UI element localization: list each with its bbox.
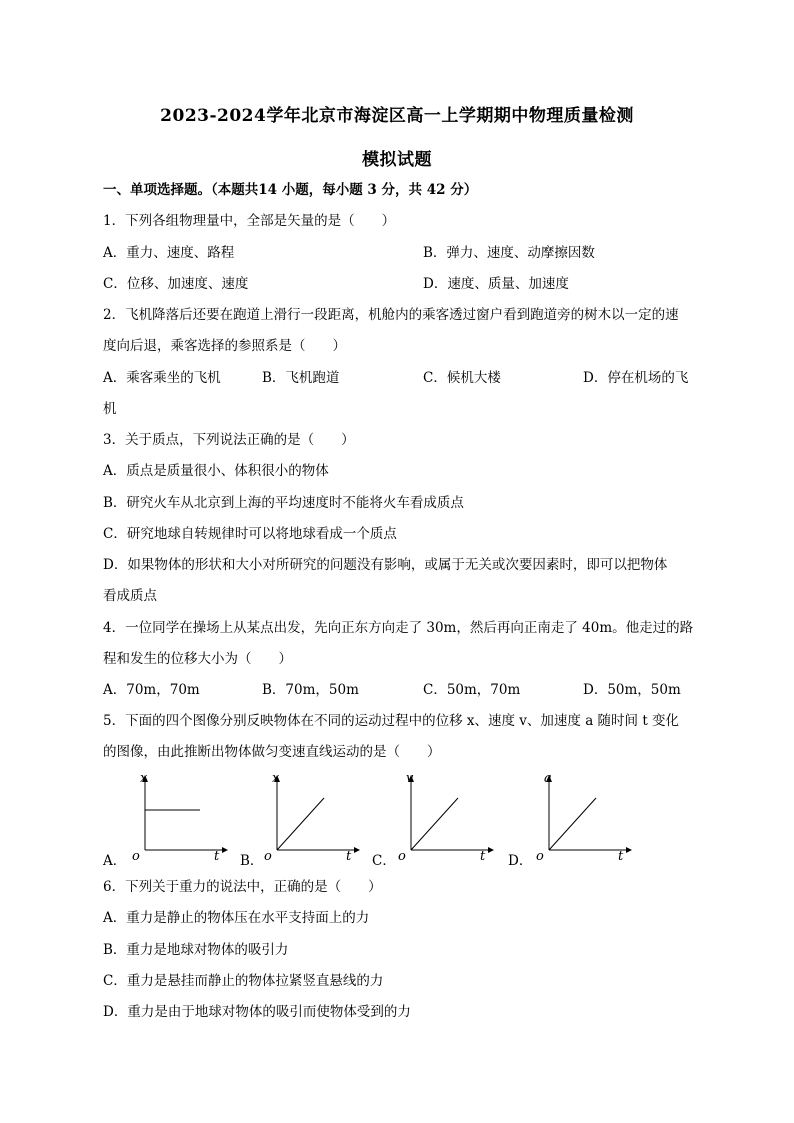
question-6-option-b: B．重力是地球对物体的吸引力 — [103, 942, 289, 958]
question-2-option-b: B．飞机跑道 — [262, 370, 340, 386]
graph-d-x-label: t — [618, 849, 624, 864]
graph-c-origin: o — [398, 849, 406, 864]
question-5-stem-line1: 5．下面的四个图像分别反映物体在不同的运动过程中的位移 x、速度 v、加速度 a 随时间 t 变化 — [103, 713, 680, 729]
question-4-option-b: B．70m，50m — [262, 682, 359, 698]
question-2-stem-line2: 度向后退，乘客选择的参照系是（ ） — [103, 338, 346, 354]
question-1-option-c: C．位移、加速度、速度 — [103, 276, 249, 292]
question-2-stem-line1: 2．飞机降落后还要在跑道上滑行一段距离，机舱内的乘客透过窗户看到跑道旁的树木以一定的速 — [103, 307, 679, 323]
graph-c-y-label: v — [406, 771, 414, 786]
question-4-option-a: A．70m，70m — [103, 682, 200, 698]
question-6-option-d: D．重力是由于地球对物体的吸引而使物体受到的力 — [103, 1004, 411, 1020]
graph-d — [534, 770, 634, 869]
question-5-option-c: C． — [372, 853, 396, 869]
graph-c — [396, 770, 496, 869]
graph-b — [262, 770, 362, 869]
question-6-option-c: C．重力是悬挂而静止的物体拉紧竖直悬线的力 — [103, 973, 384, 989]
question-2-option-a: A．乘客乘坐的飞机 — [103, 370, 221, 386]
graph-d-origin: o — [536, 849, 544, 864]
question-4-option-d: D．50m，50m — [583, 682, 681, 698]
graph-d-y-label: a — [544, 771, 552, 786]
question-3-stem: 3．关于质点，下列说法正确的是（ ） — [103, 432, 355, 448]
graph-a-y-label: x — [140, 771, 148, 786]
question-5-option-d: D． — [508, 853, 533, 869]
graph-b-origin: o — [264, 849, 272, 864]
graph-a-origin: o — [132, 849, 140, 864]
question-1-stem: 1．下列各组物理量中，全部是矢量的是（ ） — [103, 213, 396, 229]
question-3-option-c: C．研究地球自转规律时可以将地球看成一个质点 — [103, 526, 397, 542]
question-3-option-b: B．研究火车从北京到上海的平均速度时不能将火车看成质点 — [103, 495, 464, 511]
question-6-stem: 6．下列关于重力的说法中，正确的是（ ） — [103, 879, 382, 895]
page-title: 2023-2024学年北京市海淀区高一上学期期中物理质量检测 — [160, 106, 634, 126]
question-5-stem-line2: 的图像，由此推断出物体做匀变速直线运动的是（ ） — [103, 744, 441, 760]
question-3-option-a: A．质点是质量很小、体积很小的物体 — [103, 463, 329, 479]
graph-c-line — [411, 798, 458, 850]
question-4-stem-line2: 程和发生的位移大小为（ ） — [103, 651, 292, 667]
question-2-option-c: C．候机大楼 — [423, 370, 501, 386]
question-4-option-c: C．50m，70m — [423, 682, 521, 698]
question-5-option-a: A． — [103, 853, 127, 869]
question-6-option-a: A．重力是静止的物体压在水平支持面上的力 — [103, 910, 370, 926]
question-2-option-d: D．停在机场的飞 — [583, 370, 689, 386]
graph-b-x-label: t — [346, 849, 352, 864]
graph-a-x-label: t — [214, 849, 220, 864]
graph-b-line — [277, 798, 324, 850]
question-1-option-a: A．重力、速度、路程 — [103, 245, 235, 261]
section-heading: 一、单项选择题。（本题共14 小题，每小题 3 分，共 42 分） — [103, 182, 478, 198]
question-1-option-b: B．弹力、速度、动摩擦因数 — [423, 245, 595, 261]
question-1-option-d: D．速度、质量、加速度 — [423, 276, 569, 292]
question-4-stem-line1: 4．一位同学在操场上从某点出发，先向正东方向走了 30m，然后再向正南走了 40m。他走过的路 — [103, 620, 694, 636]
question-2-option-d-wrap: 机 — [103, 401, 117, 417]
graph-a — [130, 770, 230, 869]
question-3-option-d-line2: 看成质点 — [103, 588, 157, 604]
graph-d-line — [549, 798, 596, 850]
page-subtitle: 模拟试题 — [362, 150, 432, 170]
graph-c-x-label: t — [480, 849, 486, 864]
graph-b-y-label: x — [272, 771, 280, 786]
question-5-option-b: B． — [240, 853, 264, 869]
question-3-option-d-line1: D．如果物体的形状和大小对所研究的问题没有影响，或属于无关或次要因素时，即可以把物体 — [103, 557, 668, 573]
